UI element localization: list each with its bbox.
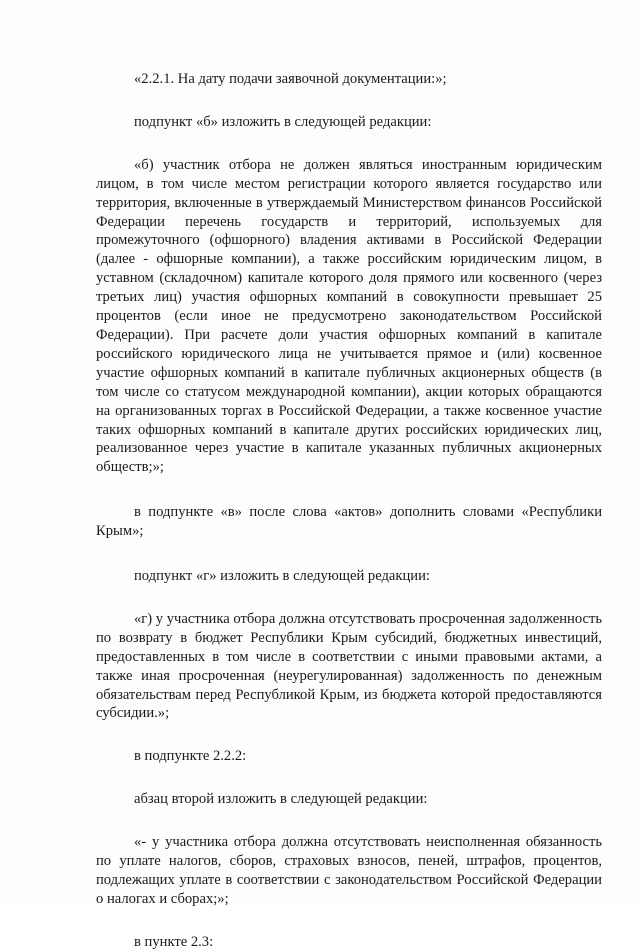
paragraph-clause-2-3: в пункте 2.3: (134, 933, 214, 950)
paragraph-subclause-g-text: «г) у участника отбора должна отсутствовать просроченная задолженность по возврату в бюджет Республики Крым субсидий, бюджетных инвестиций, предоставленных в том числе в соответствии с иными правовыми актами, а также иная просроченная (неурегулированная) задолженность по денежным обязательствам перед Республикой Крым, из бюджета которой предоставляются субсидии.»; (96, 610, 602, 722)
paragraph-subclause-b-intro: подпункт «б» изложить в следующей редакции: (134, 113, 432, 130)
paragraph-subclause-2-2-2: в подпункте 2.2.2: (134, 748, 247, 765)
paragraph-second-abzac-intro: абзац второй изложить в следующей редакции: (134, 791, 428, 808)
paragraph-clause-2-2-1: «2.2.1. На дату подачи заявочной документации:»; (134, 71, 447, 87)
document-body (96, 70, 602, 952)
paragraph-subclause-g-intro: подпункт «г» изложить в следующей редакции: (134, 568, 430, 585)
paragraph-subclause-b-text: «б) участник отбора не должен являться иностранным юридическим лицом, в том числе местом регистрации которого является государство или территория, включенные в утверждаемый Министерством финансов Российской Федерации перечень государств и территорий, используемых для промежуточного (офшорного) владения активами в Российской Федерации (далее - офшорные компании), а также российским юридическим лицом, в уставном (складочном) капитале которого доля прямого или косвенного (через третьих лиц) участия офшорных компаний в совокупности превышает 25 процентов (если иное не предусмотрено законодательством Российской Федерации). При расчете доли участия офшорных компаний в капитале российского юридического лица не учитывается прямое и (или) косвенное участие офшорных компаний в капитале публичных акционерных обществ (в том числе со статусом международной компании), акции которых обращаются на организованных торгах в Российской Федерации, а также косвенное участие таких офшорных компаний в капитале других российских юридических лиц, реализованное через участие в капитале указанных публичных акционерных обществ;»; (96, 156, 602, 476)
paragraph-second-abzac-text: «- у участника отбора должна отсутствовать неисполненная обязанность по уплате налогов, сборов, страховых взносов, пеней, штрафов, процентов, подлежащих уплате в соответствии с законодательством Российской Федерации о налогах и сборах;»; (96, 834, 602, 907)
paragraph-subclause-v: в подпункте «в» после слова «актов» дополнить словами «Республики Крым»; (96, 504, 602, 540)
